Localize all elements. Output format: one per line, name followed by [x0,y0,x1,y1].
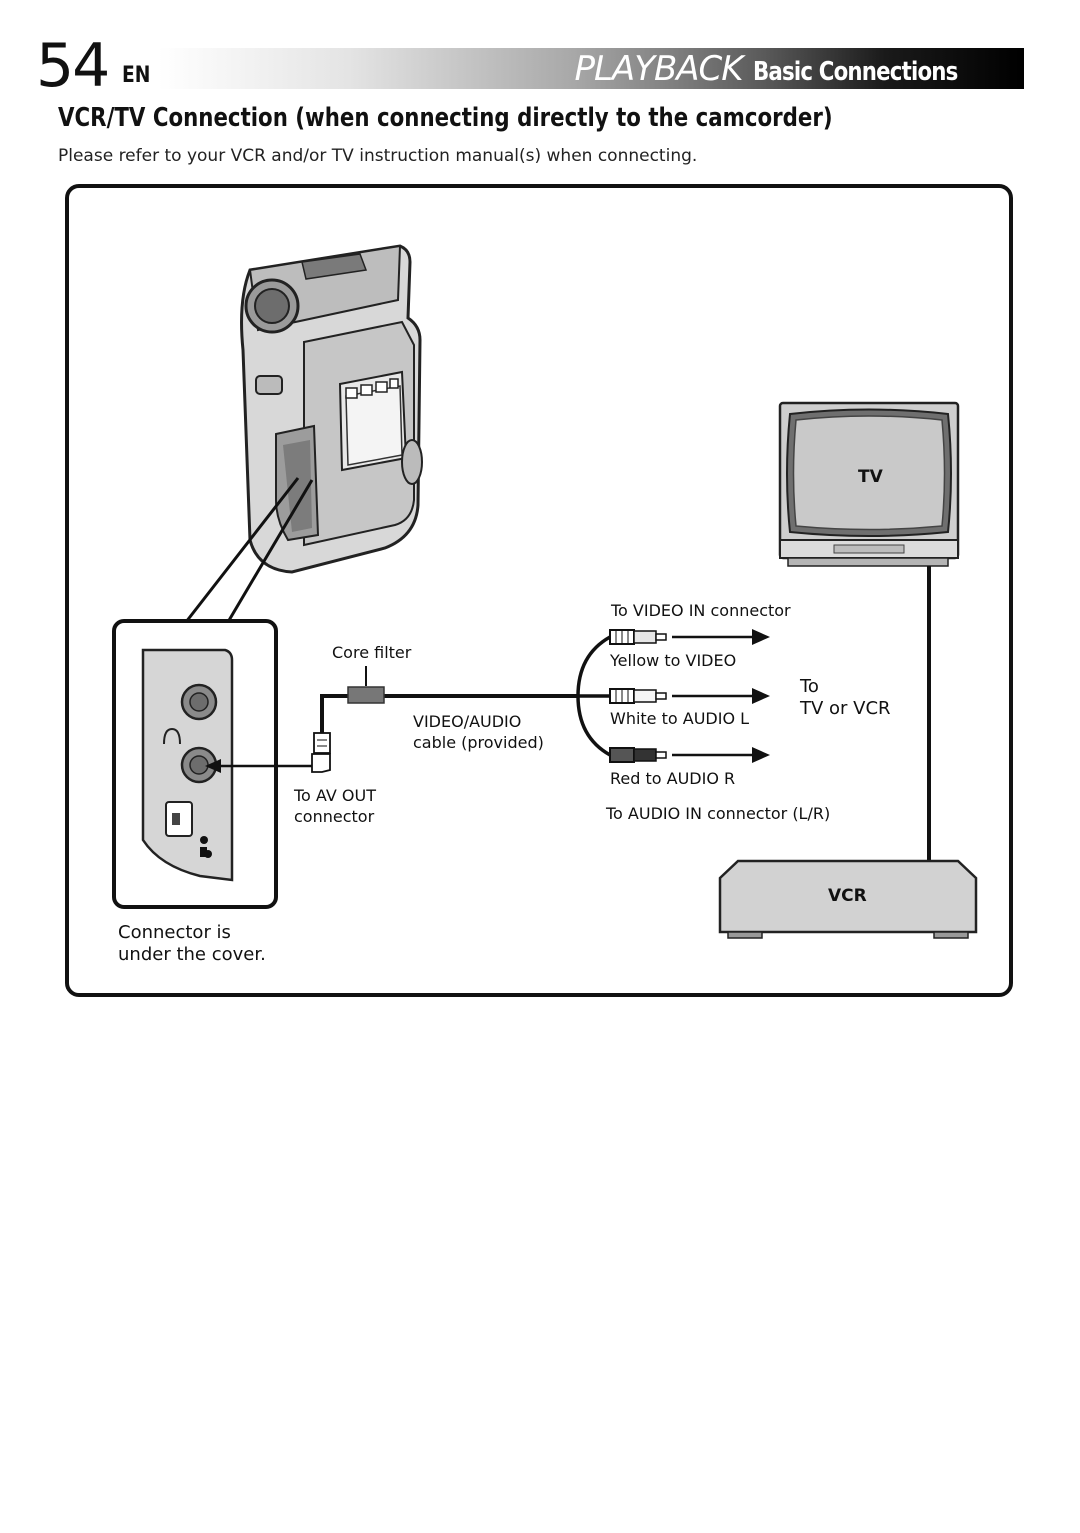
av-out-line-1: To AV OUT [294,786,376,805]
red-audio-r-label: Red to AUDIO R [610,769,736,788]
camcorder-illustration [242,246,422,572]
section-name: PLAYBACK [574,49,743,89]
av-out-label [294,785,376,827]
cable-label [413,711,544,753]
cover-note [118,922,266,966]
video-in-label: To VIDEO IN connector [611,601,791,620]
av-out-line-2: connector [294,807,375,826]
connector-inset [114,621,276,907]
language-code: EN [122,63,151,88]
cover-note-line-2: under the cover. [118,944,266,965]
page-number: 54 [36,31,109,101]
tv-label: TV [858,467,883,487]
subsection-name: Basic Connections [752,57,958,87]
destination-line-1: To [800,676,819,697]
destination-label [800,676,891,720]
cover-note-line-1: Connector is [118,922,231,943]
section-title: VCR/TV Connection (when connecting directly to the camcorder) [58,103,833,133]
vcr-label: VCR [828,886,867,906]
white-plug [610,689,666,703]
cable-label-line-1: VIDEO/AUDIO [413,712,522,731]
red-plug [610,748,666,762]
destination-line-2: TV or VCR [800,698,891,719]
core-filter-label: Core filter [332,643,412,662]
intro-text: Please refer to your VCR and/or TV instruction manual(s) when connecting. [58,146,698,166]
audio-in-label: To AUDIO IN connector (L/R) [606,804,831,823]
cable-label-line-2: cable (provided) [413,733,544,752]
yellow-plug [610,630,666,644]
white-audio-l-label: White to AUDIO L [610,709,750,728]
yellow-video-label: Yellow to VIDEO [610,651,737,670]
